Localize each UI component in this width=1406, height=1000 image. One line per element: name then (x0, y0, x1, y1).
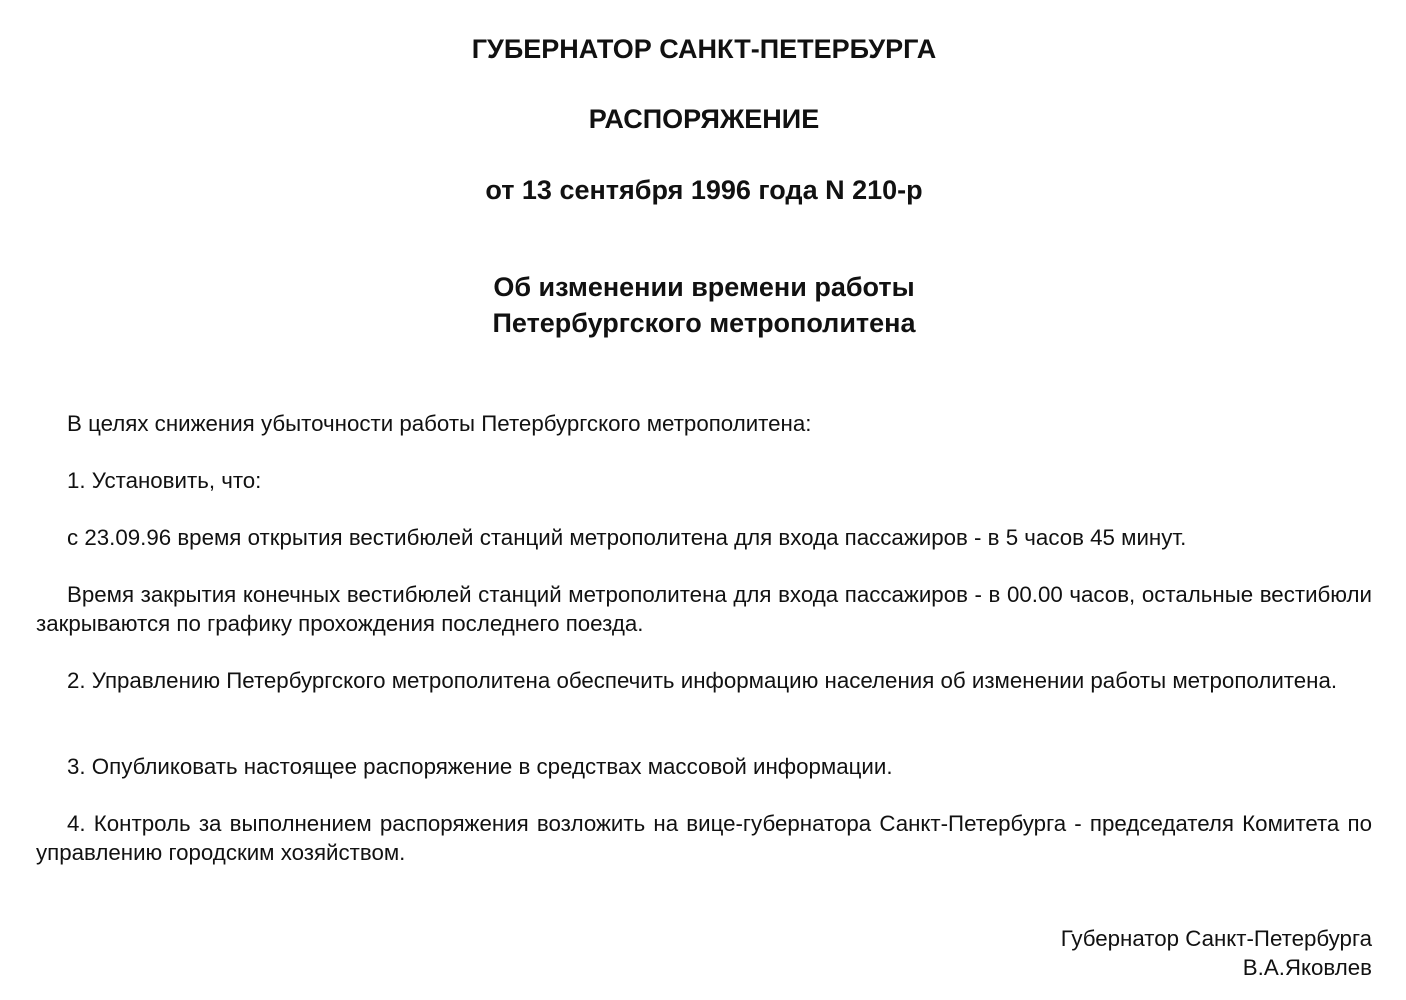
signatory-name: В.А.Яковлев (1242, 955, 1372, 980)
document-page (36, 0, 1372, 1000)
item-1-closing-time-paragraph: Время закрытия конечных вестибюлей станций метрополитена для входа пассажиров - в 00.00 часов, остальные вестибюли закрываются по графику прохождения последнего поезда. (36, 582, 1372, 636)
item-4-paragraph: 4. Контроль за выполнением распоряжения возложить на вице-губернатора Санкт-Петербурга - председателя Комитета по управлению городским хозяйством. (36, 811, 1372, 865)
document-title (36, 269, 1372, 341)
item-3-paragraph: 3. Опубликовать настоящее распоряжение в средствах массовой информации. (67, 754, 893, 779)
preamble-paragraph: В целях снижения убыточности работы Петербургского метрополитена: (67, 411, 812, 436)
item-1-paragraph: 1. Установить, что: (67, 468, 262, 493)
document-title-line-1: Об изменении времени работы (493, 272, 915, 302)
signatory-position: Губернатор Санкт-Петербурга (1060, 926, 1372, 951)
document-type: РАСПОРЯЖЕНИЕ (588, 104, 820, 134)
document-title-line-2: Петербургского метрополитена (492, 308, 916, 338)
document-date-number: от 13 сентября 1996 года N 210-р (485, 175, 923, 205)
issuing-authority: ГУБЕРНАТОР САНКТ-ПЕТЕРБУРГА (471, 34, 937, 64)
signature-block (1061, 924, 1372, 982)
item-2-paragraph: 2. Управлению Петербургского метрополитена обеспечить информацию населения об изменении работы метрополитена. (67, 668, 1338, 693)
item-1-opening-time-paragraph: с 23.09.96 время открытия вестибюлей станций метрополитена для входа пассажиров - в 5 часов 45 минут. (67, 525, 1187, 550)
